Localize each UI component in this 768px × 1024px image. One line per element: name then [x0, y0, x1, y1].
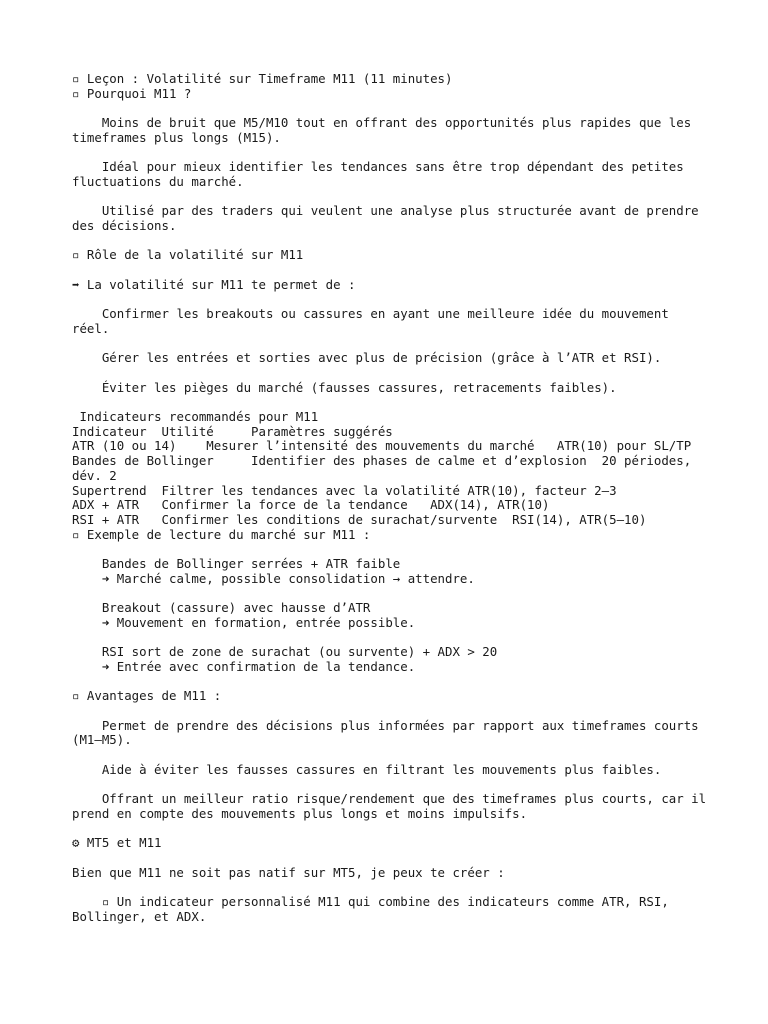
text-line: ➜ Marché calme, possible consolidation → attendre.: [72, 570, 475, 586]
blank-line: [72, 851, 712, 866]
text-line: ADX + ATR Confirmer la force de la tendance ADX(14), ATR(10): [72, 497, 550, 513]
text-line: Permet de prendre des décisions plus informées par rapport aux timeframes courts (M1–M5).: [72, 717, 707, 748]
blank-line: [72, 675, 712, 690]
text-line: ATR (10 ou 14) Mesurer l’intensité des mouvements du marché ATR(10) pour SL/TP: [72, 438, 692, 454]
blank-line: [72, 631, 712, 646]
blank-line: [72, 778, 712, 793]
document-body: [72, 72, 712, 924]
blank-line: [72, 366, 712, 381]
blank-line: [72, 292, 712, 307]
text-line: RSI sort de zone de surachat (ou survente) + ADX > 20: [72, 644, 498, 660]
text-line: Éviter les pièges du marché (fausses cassures, retracements faibles).: [72, 379, 617, 395]
text-line: Utilisé par des traders qui veulent une analyse plus structurée avant de prendre des décisions.: [72, 203, 707, 233]
blank-line: [72, 395, 712, 410]
text-line: Supertrend Filtrer les tendances avec la volatilité ATR(10), facteur 2–3: [72, 482, 617, 498]
text-line: Bandes de Bollinger Identifier des phases de calme et d’explosion 20 périodes, dév. 2: [72, 453, 699, 483]
blank-line: [72, 337, 712, 352]
text-line: ▫ Leçon : Volatilité sur Timeframe M11 (11 minutes): [72, 71, 453, 86]
text-line: Gérer les entrées et sorties avec plus de précision (grâce à l’ATR et RSI).: [72, 350, 662, 366]
text-line: ➡ La volatilité sur M11 te permet de :: [72, 276, 356, 292]
blank-line: [72, 263, 712, 278]
blank-line: [72, 234, 712, 249]
blank-line: [72, 822, 712, 837]
text-line: Confirmer les breakouts ou cassures en ayant une meilleure idée du mouvement réel.: [72, 306, 677, 336]
blank-line: [72, 748, 712, 763]
text-line: Moins de bruit que M5/M10 tout en offrant des opportunités plus rapides que les timeframes plus longs (M15).: [72, 115, 699, 145]
text-line: Bien que M11 ne soit pas natif sur MT5, je peux te créer :: [72, 864, 505, 880]
text-line: ▫ Avantages de M11 :: [72, 688, 222, 704]
text-line: ▫ Un indicateur personnalisé M11 qui combine des indicateurs comme ATR, RSI, Bollinger, et ADX.: [72, 894, 677, 924]
text-line: Aide à éviter les fausses cassures en filtrant les mouvements plus faibles.: [72, 761, 662, 777]
blank-line: [72, 190, 712, 205]
text-line: Offrant un meilleur ratio risque/rendement que des timeframes plus courts, car il prend en compte des mouvements plus longs et moins impulsifs.: [72, 791, 714, 821]
text-line: ▫ Exemple de lecture du marché sur M11 :: [72, 526, 371, 542]
text-line: ➜ Entrée avec confirmation de la tendance.: [72, 658, 416, 674]
blank-line: [72, 880, 712, 895]
text-line: Indicateurs recommandés pour M11: [72, 409, 319, 425]
text-line: ➜ Mouvement en formation, entrée possible.: [72, 614, 416, 630]
blank-line: [72, 542, 712, 557]
text-line: Indicateur Utilité Paramètres suggérés: [72, 423, 393, 439]
blank-line: [72, 586, 712, 601]
text-line: Bandes de Bollinger serrées + ATR faible: [72, 556, 401, 572]
text-line: Breakout (cassure) avec hausse d’ATR: [72, 600, 371, 616]
blank-line: [72, 704, 712, 719]
text-line: ▫ Pourquoi M11 ?: [72, 85, 192, 101]
blank-line: [72, 101, 712, 116]
text-line: ⚙ MT5 et M11: [72, 835, 162, 851]
blank-line: [72, 146, 712, 161]
text-line: ▫ Rôle de la volatilité sur M11: [72, 247, 304, 263]
text-line: Idéal pour mieux identifier les tendances sans être trop dépendant des petites fluctuations du marché.: [72, 159, 692, 189]
text-line: RSI + ATR Confirmer les conditions de surachat/survente RSI(14), ATR(5–10): [72, 511, 647, 527]
